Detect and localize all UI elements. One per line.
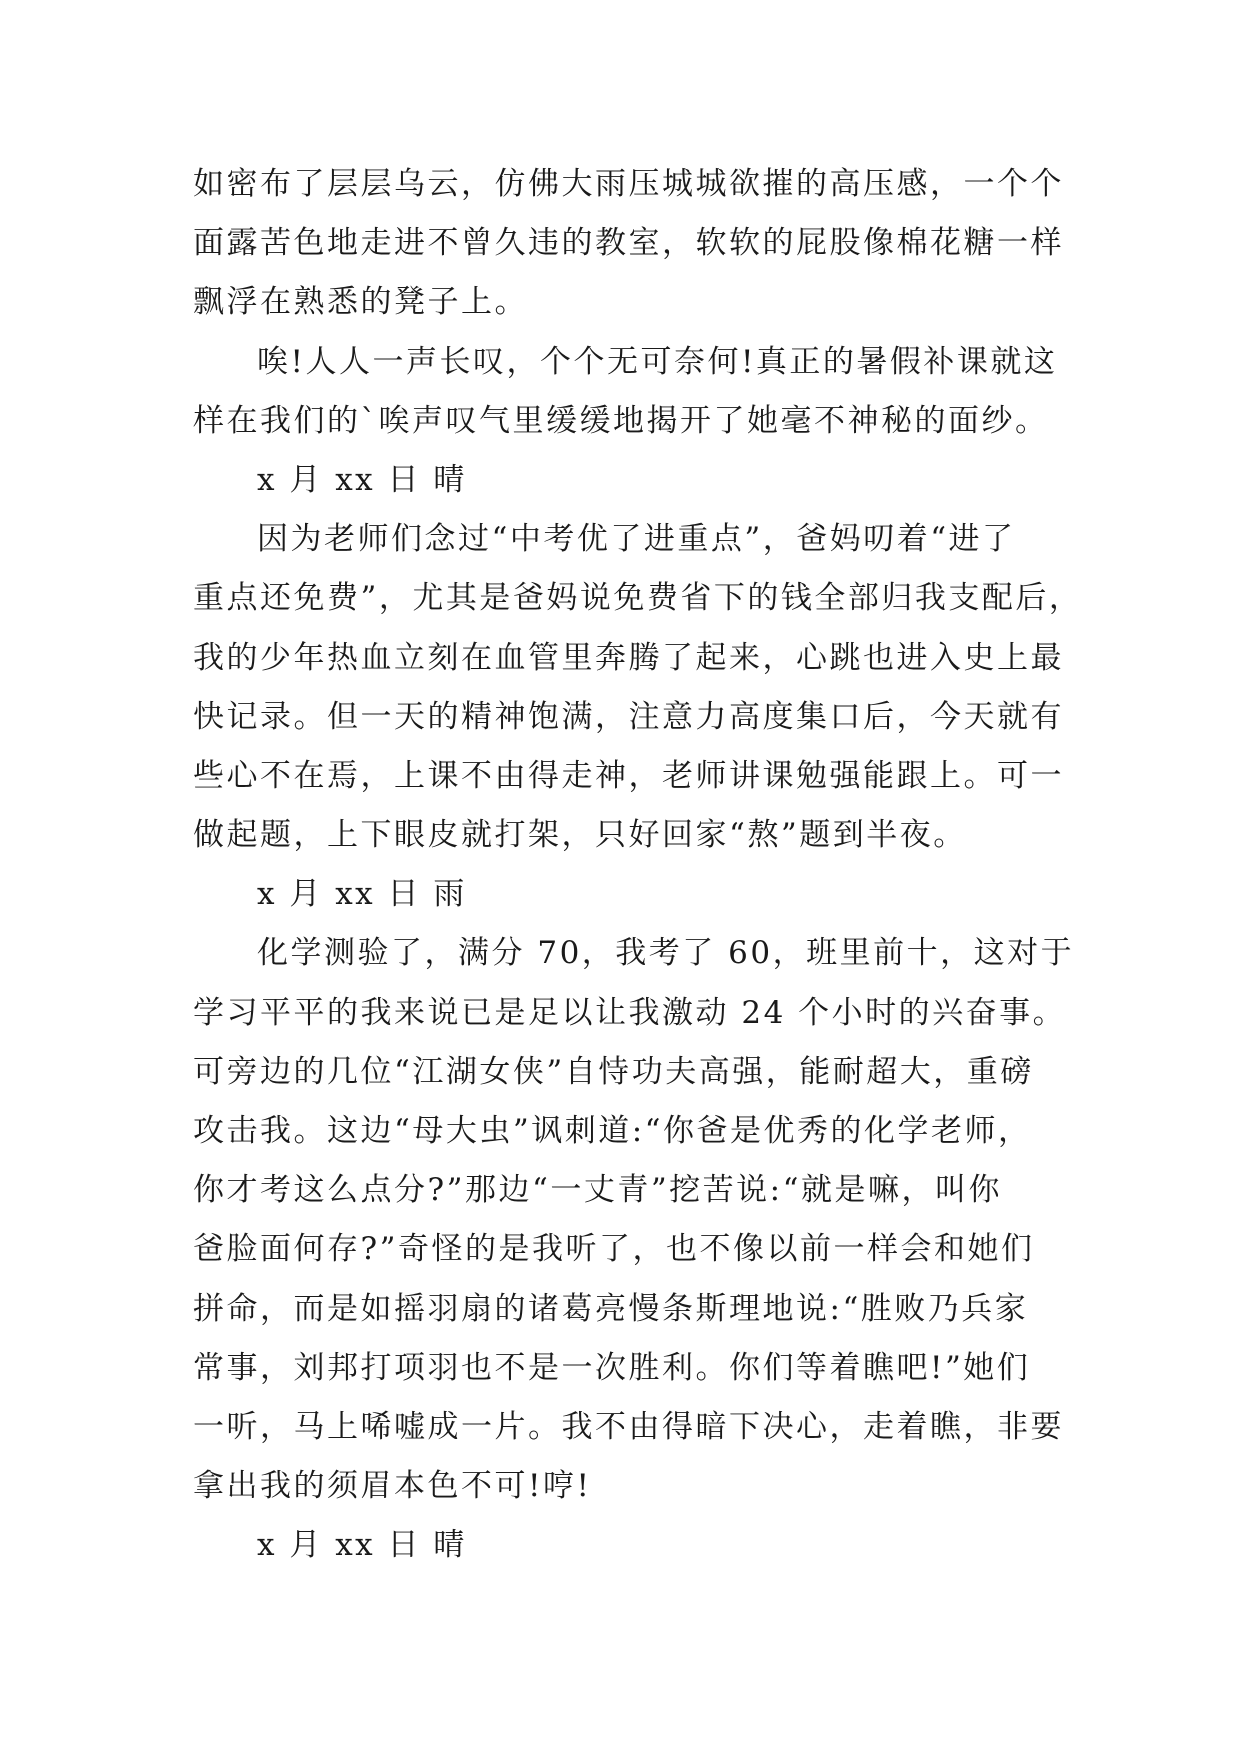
text-line: 爸脸面何存?”奇怪的是我听了，也不像以前一样会和她们 <box>193 1231 1035 1268</box>
date-heading-sunny-1 <box>193 451 1059 510</box>
text-line: 攻击我。这边“母大虫”讽刺道:“你爸是优秀的化学老师， <box>193 1113 1032 1149</box>
date-heading-rainy <box>193 865 1059 924</box>
text-line: 拿出我的须眉本色不可!哼! <box>193 1468 592 1505</box>
text-line: 因为老师们念过“中考优了进重点”，爸妈叨着“进了 <box>257 521 1016 558</box>
text-line: 做起题，上下眼皮就打架，只好回家“熬”题到半夜。 <box>193 817 967 854</box>
text-line: 些心不在焉，上课不由得走神，老师讲课勉强能跟上。可一 <box>193 757 1064 794</box>
date-heading-sunny-2 <box>193 1516 1059 1575</box>
text-line: 唉!人人一声长叹，个个无可奈何!真正的暑假补课就这 <box>257 343 1058 380</box>
paragraph-continuation <box>193 155 1064 333</box>
text-line: 如密布了层层乌云，仿佛大雨压城城欲摧的高压感，一个个 <box>193 166 1064 202</box>
document-body <box>193 155 1083 1576</box>
date-heading: x 月 xx 日 晴 <box>257 1527 467 1564</box>
date-heading: x 月 xx 日 晴 <box>257 461 467 498</box>
text-line: 我的少年热血立刻在血管里奔腾了起来，心跳也进入史上最 <box>193 639 1064 676</box>
text-line: 化学测验了，满分 70，我考了 60，班里前十，这对于 <box>257 935 1075 972</box>
text-line: 常事，刘邦打项羽也不是一次胜利。你们等着瞧吧!”她们 <box>193 1349 1031 1386</box>
text-line: 样在我们的`唉声叹气里缓缓地揭开了她毫不神秘的面纱。 <box>193 402 1049 439</box>
paragraph-exam-pressure <box>193 510 1083 865</box>
text-line: 你才考这么点分?”那边“一丈青”挖苦说:“就是嘛，叫你 <box>193 1172 1002 1209</box>
text-line: 飘浮在熟悉的凳子上。 <box>193 284 528 321</box>
date-heading: x 月 xx 日 雨 <box>257 876 467 913</box>
text-line: 拼命，而是如摇羽扇的诸葛亮慢条斯理地说:“胜败乃兵家 <box>193 1290 1029 1327</box>
paragraph-sigh <box>193 333 1059 451</box>
paragraph-chemistry-test <box>193 924 1075 1516</box>
text-line: 快记录。但一天的精神饱满，注意力高度集口后，今天就有 <box>193 698 1064 735</box>
text-line: 面露苦色地走进不曾久违的教室，软软的屁股像棉花糖一样 <box>193 225 1064 262</box>
text-line: 学习平平的我来说已是足以让我激动 24 个小时的兴奋事。 <box>193 994 1067 1031</box>
text-line: 一听，马上唏嘘成一片。我不由得暗下决心，走着瞧，非要 <box>193 1408 1064 1445</box>
text-line: 重点还免费”，尤其是爸妈说免费省下的钱全部归我支配后， <box>193 580 1083 617</box>
text-line: 可旁边的几位“江湖女侠”自恃功夫高强，能耐超大，重磅 <box>193 1053 1034 1090</box>
